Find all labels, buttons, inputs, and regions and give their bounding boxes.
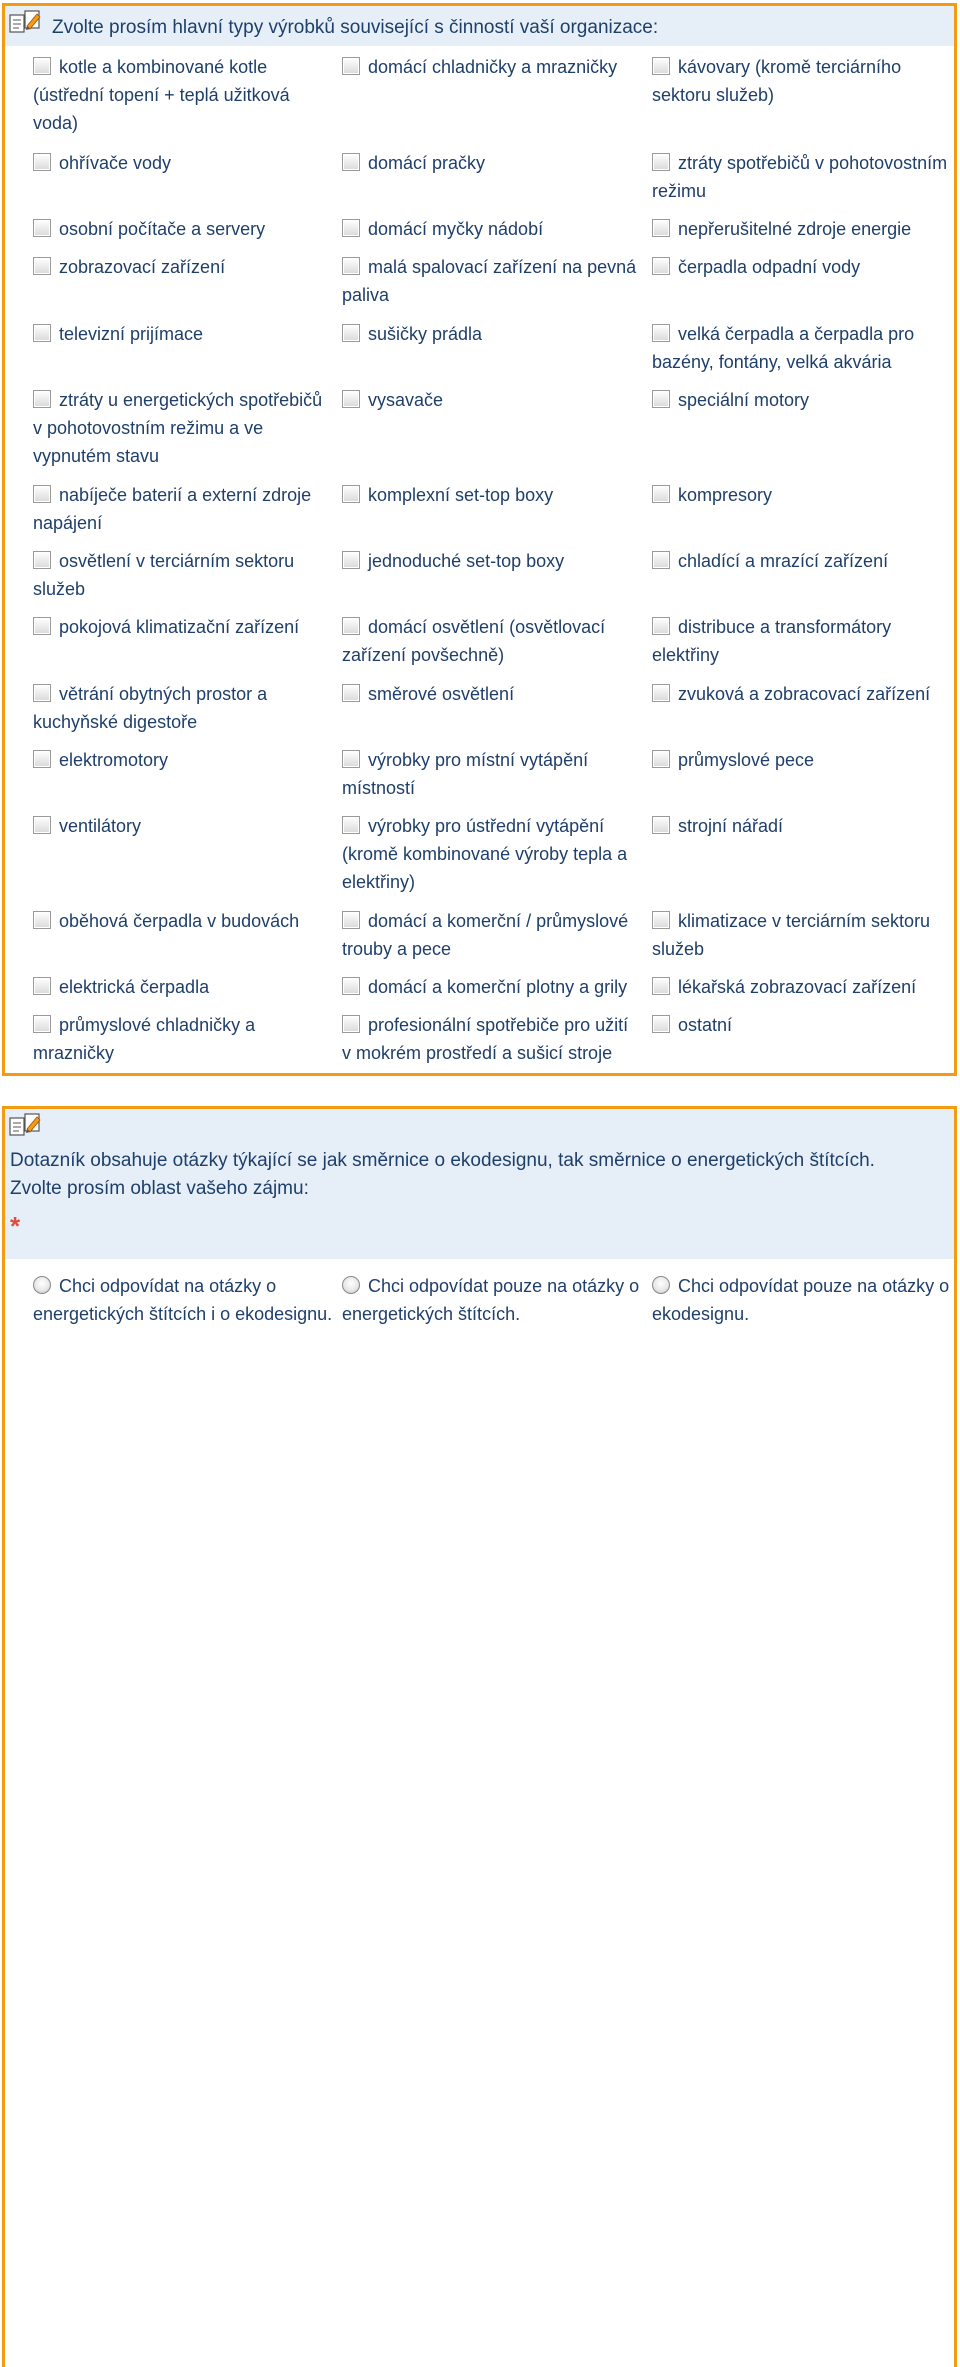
radio-option[interactable] bbox=[652, 1272, 952, 1328]
option-item[interactable] bbox=[652, 386, 952, 414]
option-checkbox[interactable] bbox=[342, 390, 360, 408]
option-item[interactable] bbox=[342, 907, 642, 963]
option-checkbox[interactable] bbox=[652, 153, 670, 171]
option-checkbox[interactable] bbox=[33, 485, 51, 503]
option-checkbox[interactable] bbox=[33, 911, 51, 929]
option-label: jednoduché set-top boxy bbox=[368, 551, 565, 571]
option-label: ventilátory bbox=[59, 816, 142, 836]
option-label: ztráty spotřebičů v pohotovostním režimu bbox=[652, 153, 948, 201]
option-item[interactable] bbox=[33, 547, 333, 603]
option-item[interactable] bbox=[652, 812, 952, 840]
option-label: profesionální spotřebiče pro užití v mokrém prostředí a sušicí stroje bbox=[342, 1015, 629, 1063]
option-label: lékařská zobrazovací zařízení bbox=[678, 977, 917, 997]
option-item[interactable] bbox=[33, 53, 333, 137]
option-label: malá spalovací zařízení na pevná paliva bbox=[342, 257, 637, 305]
option-item[interactable] bbox=[342, 215, 642, 243]
option-label: ohřívače vody bbox=[59, 153, 172, 173]
option-item[interactable] bbox=[652, 149, 952, 205]
option-item[interactable] bbox=[342, 812, 642, 896]
option-label: kotle a kombinované kotle (ústřední topení + teplá užitková voda) bbox=[33, 57, 290, 133]
option-checkbox[interactable] bbox=[33, 57, 51, 75]
option-item[interactable] bbox=[342, 386, 642, 414]
option-item[interactable] bbox=[652, 320, 952, 376]
option-item[interactable] bbox=[342, 973, 642, 1001]
option-checkbox[interactable] bbox=[33, 1015, 51, 1033]
option-label: směrové osvětlení bbox=[368, 684, 515, 704]
option-label: větrání obytných prostor a kuchyňské digestoře bbox=[33, 684, 268, 732]
question-title: Dotazník obsahuje otázky týkající se jak směrnice o ekodesignu, tak směrnice o energetických štítcích. Zvolte prosím oblast vašeho zájmu: bbox=[10, 1150, 875, 1199]
option-checkbox[interactable] bbox=[342, 551, 360, 569]
option-checkbox[interactable] bbox=[652, 390, 670, 408]
option-item[interactable] bbox=[652, 907, 952, 963]
option-checkbox[interactable] bbox=[342, 324, 360, 342]
question-edit-icon bbox=[9, 1113, 45, 1137]
radio-option[interactable] bbox=[342, 1272, 642, 1328]
radio-button[interactable] bbox=[652, 1276, 670, 1294]
question-title: Zvolte prosím hlavní typy výrobků související s činností vaší organizace: bbox=[52, 17, 659, 38]
option-item[interactable] bbox=[652, 253, 952, 281]
question-panel-area-of-interest bbox=[2, 1106, 957, 2367]
option-checkbox[interactable] bbox=[652, 684, 670, 702]
option-label: domácí a komerční plotny a grily bbox=[368, 977, 628, 997]
option-checkbox[interactable] bbox=[652, 57, 670, 75]
option-label: domácí a komerční / průmyslové trouby a pece bbox=[342, 911, 629, 959]
option-label: chladící a mrazící zařízení bbox=[678, 551, 889, 571]
option-label: čerpadla odpadní vody bbox=[678, 257, 861, 277]
option-item[interactable] bbox=[342, 547, 642, 575]
option-item[interactable] bbox=[342, 1011, 642, 1067]
option-label: pokojová klimatizační zařízení bbox=[59, 617, 300, 637]
option-label: velká čerpadla a čerpadla pro bazény, fontány, velká akvária bbox=[652, 324, 915, 372]
option-checkbox[interactable] bbox=[652, 911, 670, 929]
option-checkbox[interactable] bbox=[342, 977, 360, 995]
option-item[interactable] bbox=[342, 149, 642, 177]
option-item[interactable] bbox=[342, 680, 642, 708]
option-item[interactable] bbox=[33, 481, 333, 537]
option-label: domácí myčky nádobí bbox=[368, 219, 544, 239]
option-item[interactable] bbox=[33, 907, 333, 935]
option-label: domácí chladničky a mrazničky bbox=[368, 57, 618, 77]
option-checkbox[interactable] bbox=[342, 816, 360, 834]
option-checkbox[interactable] bbox=[342, 750, 360, 768]
option-checkbox[interactable] bbox=[33, 977, 51, 995]
option-checkbox[interactable] bbox=[342, 617, 360, 635]
option-checkbox[interactable] bbox=[33, 324, 51, 342]
option-item[interactable] bbox=[342, 53, 642, 81]
option-checkbox[interactable] bbox=[652, 257, 670, 275]
option-label: distribuce a transformátory elektřiny bbox=[652, 617, 892, 665]
option-label: oběhová čerpadla v budovách bbox=[59, 911, 300, 931]
option-checkbox[interactable] bbox=[342, 684, 360, 702]
option-item[interactable] bbox=[652, 481, 952, 509]
option-checkbox[interactable] bbox=[652, 617, 670, 635]
option-item[interactable] bbox=[342, 320, 642, 348]
option-item[interactable] bbox=[652, 53, 952, 109]
radio-label: Chci odpovídat pouze na otázky o energetických štítcích. bbox=[342, 1276, 640, 1324]
option-checkbox[interactable] bbox=[33, 551, 51, 569]
option-label: domácí osvětlení (osvětlovací zařízení povšechně) bbox=[342, 617, 606, 665]
option-label: televizní prijímace bbox=[59, 324, 204, 344]
option-checkbox[interactable] bbox=[652, 816, 670, 834]
option-label: ztráty u energetických spotřebičů v pohotovostním režimu a ve vypnutém stavu bbox=[33, 390, 323, 466]
radio-button[interactable] bbox=[33, 1276, 51, 1294]
option-item[interactable] bbox=[33, 812, 333, 840]
option-checkbox[interactable] bbox=[33, 684, 51, 702]
option-item[interactable] bbox=[33, 149, 333, 177]
option-checkbox[interactable] bbox=[33, 390, 51, 408]
option-checkbox[interactable] bbox=[652, 219, 670, 237]
option-checkbox[interactable] bbox=[33, 816, 51, 834]
option-item[interactable] bbox=[33, 386, 333, 470]
option-label: ostatní bbox=[678, 1015, 733, 1035]
radio-option[interactable] bbox=[33, 1272, 333, 1328]
option-checkbox[interactable] bbox=[652, 551, 670, 569]
option-label: průmyslové pece bbox=[678, 750, 815, 770]
option-item[interactable] bbox=[342, 746, 642, 802]
option-checkbox[interactable] bbox=[33, 257, 51, 275]
option-label: osobní počítače a servery bbox=[59, 219, 266, 239]
option-checkbox[interactable] bbox=[342, 257, 360, 275]
option-label: kompresory bbox=[678, 485, 773, 505]
option-checkbox[interactable] bbox=[342, 1015, 360, 1033]
option-label: elektromotory bbox=[59, 750, 169, 770]
option-checkbox[interactable] bbox=[652, 485, 670, 503]
option-label: výrobky pro místní vytápění místností bbox=[342, 750, 589, 798]
option-label: nepřerušitelné zdroje energie bbox=[678, 219, 912, 239]
option-label: osvětlení v terciárním sektoru služeb bbox=[33, 551, 295, 599]
option-label: klimatizace v terciárním sektoru služeb bbox=[652, 911, 931, 959]
option-checkbox[interactable] bbox=[342, 57, 360, 75]
option-checkbox[interactable] bbox=[652, 1015, 670, 1033]
option-item[interactable] bbox=[652, 746, 952, 774]
option-item[interactable] bbox=[33, 253, 333, 281]
option-label: zvuková a zobracovací zařízení bbox=[678, 684, 931, 704]
option-item[interactable] bbox=[652, 547, 952, 575]
option-item[interactable] bbox=[342, 253, 642, 309]
option-item[interactable] bbox=[652, 215, 952, 243]
option-item[interactable] bbox=[652, 973, 952, 1001]
option-checkbox[interactable] bbox=[652, 977, 670, 995]
option-label: strojní nářadí bbox=[678, 816, 784, 836]
option-label: kávovary (kromě terciárního sektoru služeb) bbox=[652, 57, 902, 105]
option-item[interactable] bbox=[33, 1011, 333, 1067]
option-label: sušičky prádla bbox=[368, 324, 483, 344]
radio-label: Chci odpovídat na otázky o energetických štítcích i o ekodesignu. bbox=[33, 1276, 333, 1324]
radio-label: Chci odpovídat pouze na otázky o ekodesignu. bbox=[652, 1276, 950, 1324]
option-checkbox[interactable] bbox=[342, 911, 360, 929]
radio-button[interactable] bbox=[342, 1276, 360, 1294]
option-item[interactable] bbox=[33, 215, 333, 243]
option-checkbox[interactable] bbox=[33, 153, 51, 171]
option-checkbox[interactable] bbox=[33, 750, 51, 768]
option-item[interactable] bbox=[342, 613, 642, 669]
option-label: výrobky pro ústřední vytápění (kromě kombinované výroby tepla a elektřiny) bbox=[342, 816, 628, 892]
option-label: komplexní set-top boxy bbox=[368, 485, 554, 505]
option-checkbox[interactable] bbox=[342, 219, 360, 237]
question-header bbox=[5, 6, 954, 46]
question-header bbox=[5, 1109, 954, 1259]
option-label: nabíječe baterií a externí zdroje napájení bbox=[33, 485, 312, 533]
option-checkbox[interactable] bbox=[33, 219, 51, 237]
question-panel-product-types bbox=[2, 3, 957, 1076]
option-label: speciální motory bbox=[678, 390, 810, 410]
option-item[interactable] bbox=[652, 1011, 952, 1039]
option-label: domácí pračky bbox=[368, 153, 486, 173]
option-item[interactable] bbox=[33, 613, 333, 641]
option-item[interactable] bbox=[33, 320, 333, 348]
option-checkbox[interactable] bbox=[652, 324, 670, 342]
option-checkbox[interactable] bbox=[342, 153, 360, 171]
option-label: vysavače bbox=[368, 390, 444, 410]
required-mark: * bbox=[10, 1211, 21, 1241]
option-item[interactable] bbox=[33, 973, 333, 1001]
option-label: elektrická čerpadla bbox=[59, 977, 210, 997]
option-item[interactable] bbox=[342, 481, 642, 509]
option-checkbox[interactable] bbox=[652, 750, 670, 768]
option-item[interactable] bbox=[33, 680, 333, 736]
option-item[interactable] bbox=[652, 613, 952, 669]
option-label: zobrazovací zařízení bbox=[59, 257, 226, 277]
option-item[interactable] bbox=[33, 746, 333, 774]
question-edit-icon bbox=[9, 10, 45, 34]
option-label: průmyslové chladničky a mrazničky bbox=[33, 1015, 256, 1063]
option-checkbox[interactable] bbox=[342, 485, 360, 503]
option-checkbox[interactable] bbox=[33, 617, 51, 635]
option-item[interactable] bbox=[652, 680, 952, 708]
